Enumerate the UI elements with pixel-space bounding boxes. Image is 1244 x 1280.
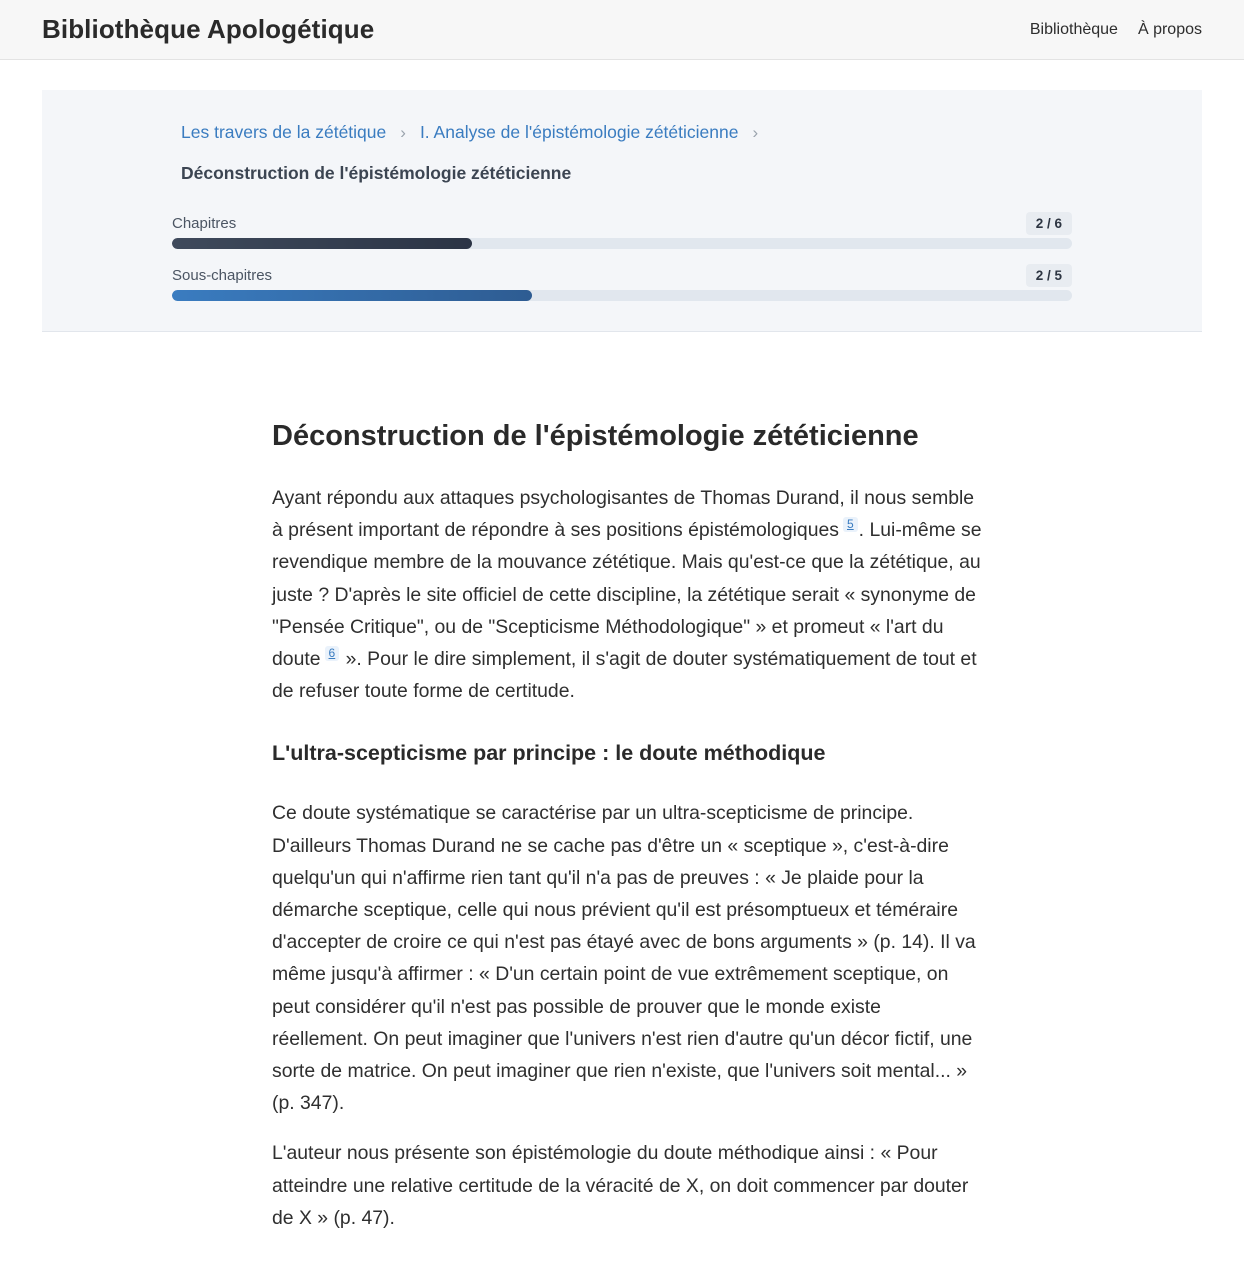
article-paragraph [272, 482, 982, 707]
top-bar [0, 0, 1244, 60]
chapters-progress-fill [172, 238, 472, 249]
nav-link-bibliotheque[interactable]: Bibliothèque [1029, 20, 1118, 38]
breadcrumb-separator-icon: › [400, 122, 406, 142]
chapters-progress-label: Chapitres [172, 214, 237, 232]
subchapters-progress-track [172, 290, 1072, 301]
breadcrumb [181, 122, 772, 143]
paragraph-text: ». Pour le dire simplement, il s'agit de douter systématiquement de tout et de refuser toute forme de certitude. [272, 648, 977, 703]
footnote-link-6[interactable]: 6 [325, 646, 340, 661]
reading-progress-panel [42, 90, 1202, 332]
breadcrumb-link-book[interactable]: Les travers de la zététique [181, 122, 387, 142]
paragraph-text: Ayant répondu aux attaques psychologisantes de Thomas Durand, il nous semble à présent important de répondre à ses positions épistémologiques [272, 487, 975, 542]
article-title: Déconstruction de l'épistémologie zététicienne [272, 420, 919, 452]
footnote-link-5[interactable]: 5 [843, 517, 858, 532]
main-nav [1030, 21, 1202, 39]
article-paragraph: Ce doute systématique se caractérise par un ultra-scepticisme de principe. D'ailleurs Thomas Durand ne se cache pas d'être un « sceptique », c'est-à-dire quelqu'un qui n'affirme rien tant qu'il n'a pas de preuves : « Je plaide pour la démarche sceptique, celle qui nous prévient qu'il est présomptueux et téméraire d'accepter de croire ce qui n'est pas étayé avec de bons arguments » (p. 14). Il va même jusqu'à affirmer : « D'un certain point de vue extrêmement sceptique, on peut considérer qu'il n'est pas possible de prouver que le monde existe réellement. On peut imaginer que l'univers n'est rien d'autre qu'un décor fictif, une sorte de matrice. On peut imaginer que rien n'existe, que l'univers soit mental... » (p. 347). [272, 802, 976, 1115]
chapters-progress-count: 2 / 6 [1026, 212, 1072, 235]
breadcrumb-separator-icon: › [752, 122, 759, 142]
subchapters-progress-count: 2 / 5 [1026, 264, 1072, 287]
paragraph-text: . Lui-même se revendique membre de la mouvance zététique. Mais qu'est-ce que la zététique, au juste ? D'après le site officiel de cette discipline, la zététique serait « synonyme de "Pensée Critique", ou de "Scepticisme Méthodologique" » et promeut « l'art du doute [272, 519, 982, 671]
subchapters-progress-label: Sous-chapitres [172, 266, 273, 284]
chapters-progress [172, 210, 1072, 249]
subchapters-progress-fill [172, 290, 532, 301]
breadcrumb-link-chapter[interactable]: I. Analyse de l'épistémologie zététicienne [419, 122, 739, 142]
chapters-progress-track [172, 238, 1072, 249]
site-title[interactable]: Bibliothèque Apologétique [42, 14, 375, 44]
breadcrumb-current: Déconstruction de l'épistémologie zététicienne [181, 163, 572, 183]
subchapters-progress [172, 262, 1072, 301]
article-paragraph: L'auteur nous présente son épistémologie du doute méthodique ainsi : « Pour atteindre une relative certitude de la véracité de X, on doit commencer par douter de X » (p. 47). [272, 1142, 969, 1229]
section-heading: L'ultra-scepticisme par principe : le doute méthodique [272, 741, 826, 766]
article-content [272, 416, 982, 1252]
nav-link-a-propos[interactable]: À propos [1137, 20, 1202, 38]
